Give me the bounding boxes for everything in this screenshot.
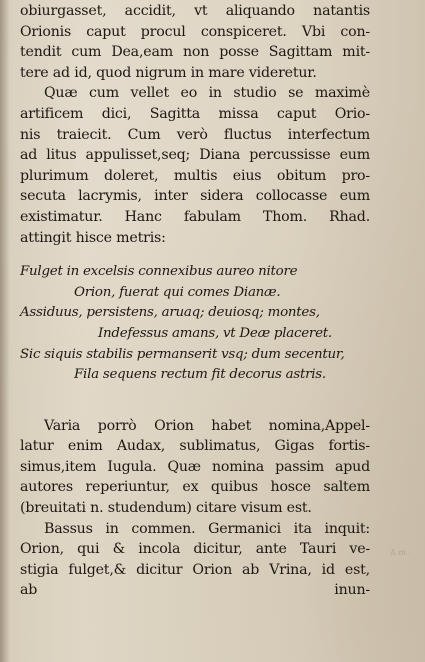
paragraph-1-line: obiurgasset, accidit, vt aliquando natantis (20, 3, 370, 19)
bleed-through-text: A m · (389, 547, 412, 558)
catchword: ab inun- (20, 582, 370, 599)
paragraph-2-line: nis traiecit. Cum verò fluctus interfectum (20, 126, 370, 143)
paragraph-2-line: existimatur. Hanc fabulam Thom. Rhad. (20, 208, 370, 225)
paragraph-2-line: plurimum doleret, multis eius obitum pro- (20, 167, 370, 184)
paragraph-4-line: stigia fulget,& dicitur Orion ab Vrina, id est, (20, 561, 370, 578)
verse-line: Fulget in excelsis connexibus aureo nitore (20, 264, 298, 280)
verse-line: Sic siquis stabilis permanserit vsq; dum secentur, (20, 346, 345, 362)
paragraph-2-line: attingit hisce metris: (20, 229, 166, 246)
paragraph-1 (20, 1, 370, 83)
verse-block (20, 262, 370, 386)
paragraph-1-line: tendit cum Dea,eam non posse Sagittam mit- (20, 44, 370, 61)
paragraph-2-line: Quæ cum vellet eo in studio se maximè (44, 85, 370, 102)
verse-line: Indefessus amans, vt Deæ placeret. (98, 325, 332, 341)
page-spine-shadow (0, 0, 10, 662)
verse-line: Fila sequens rectum fit decorus astris. (74, 367, 326, 383)
paragraph-3-line: (breuitati n. studendum) citare visum est. (20, 500, 312, 517)
paragraph-2-line: ad litus appulisset,seq; Diana percussisse eum (20, 147, 370, 164)
paragraph-1-line: tere ad id, quod nigrum in mare videretur. (20, 64, 317, 81)
paragraph-3-line: latur enim Audax, sublimatus, Gigas fortis- (20, 438, 370, 455)
verse-line: Assiduus, persistens, aruaq; deuiosq; montes, (20, 305, 320, 321)
verse-gap-bottom (20, 386, 370, 416)
paragraph-3-line: autores reperiuntur, ex quibus hosce saltem (20, 479, 370, 496)
main-text (20, 0, 370, 601)
paragraph-3 (20, 416, 370, 519)
paragraph-1-line: Orionis caput procul conspiceret. Vbi con- (20, 23, 370, 40)
paragraph-2 (20, 83, 370, 248)
paragraph-4 (20, 519, 370, 601)
paragraph-3-line: Varia porrò Orion habet nomina,Appel- (44, 417, 370, 434)
verse-gap-top (20, 248, 370, 262)
paragraph-2-line: artificem dici, Sagitta missa caput Orio- (20, 105, 370, 122)
paragraph-2-line: secuta lacrymis, inter sidera collocasse eum (20, 188, 370, 205)
paragraph-4-line: Bassus in commen. Germanici ita inquit: (44, 520, 370, 537)
verse-line: Orion, fuerat qui comes Dianæ. (74, 284, 281, 300)
paragraph-3-line: simus,item Iugula. Quæ nomina passim apud (20, 458, 370, 475)
paragraph-4-line: Orion, qui & incola dicitur, ante Tauri ve- (20, 541, 370, 558)
